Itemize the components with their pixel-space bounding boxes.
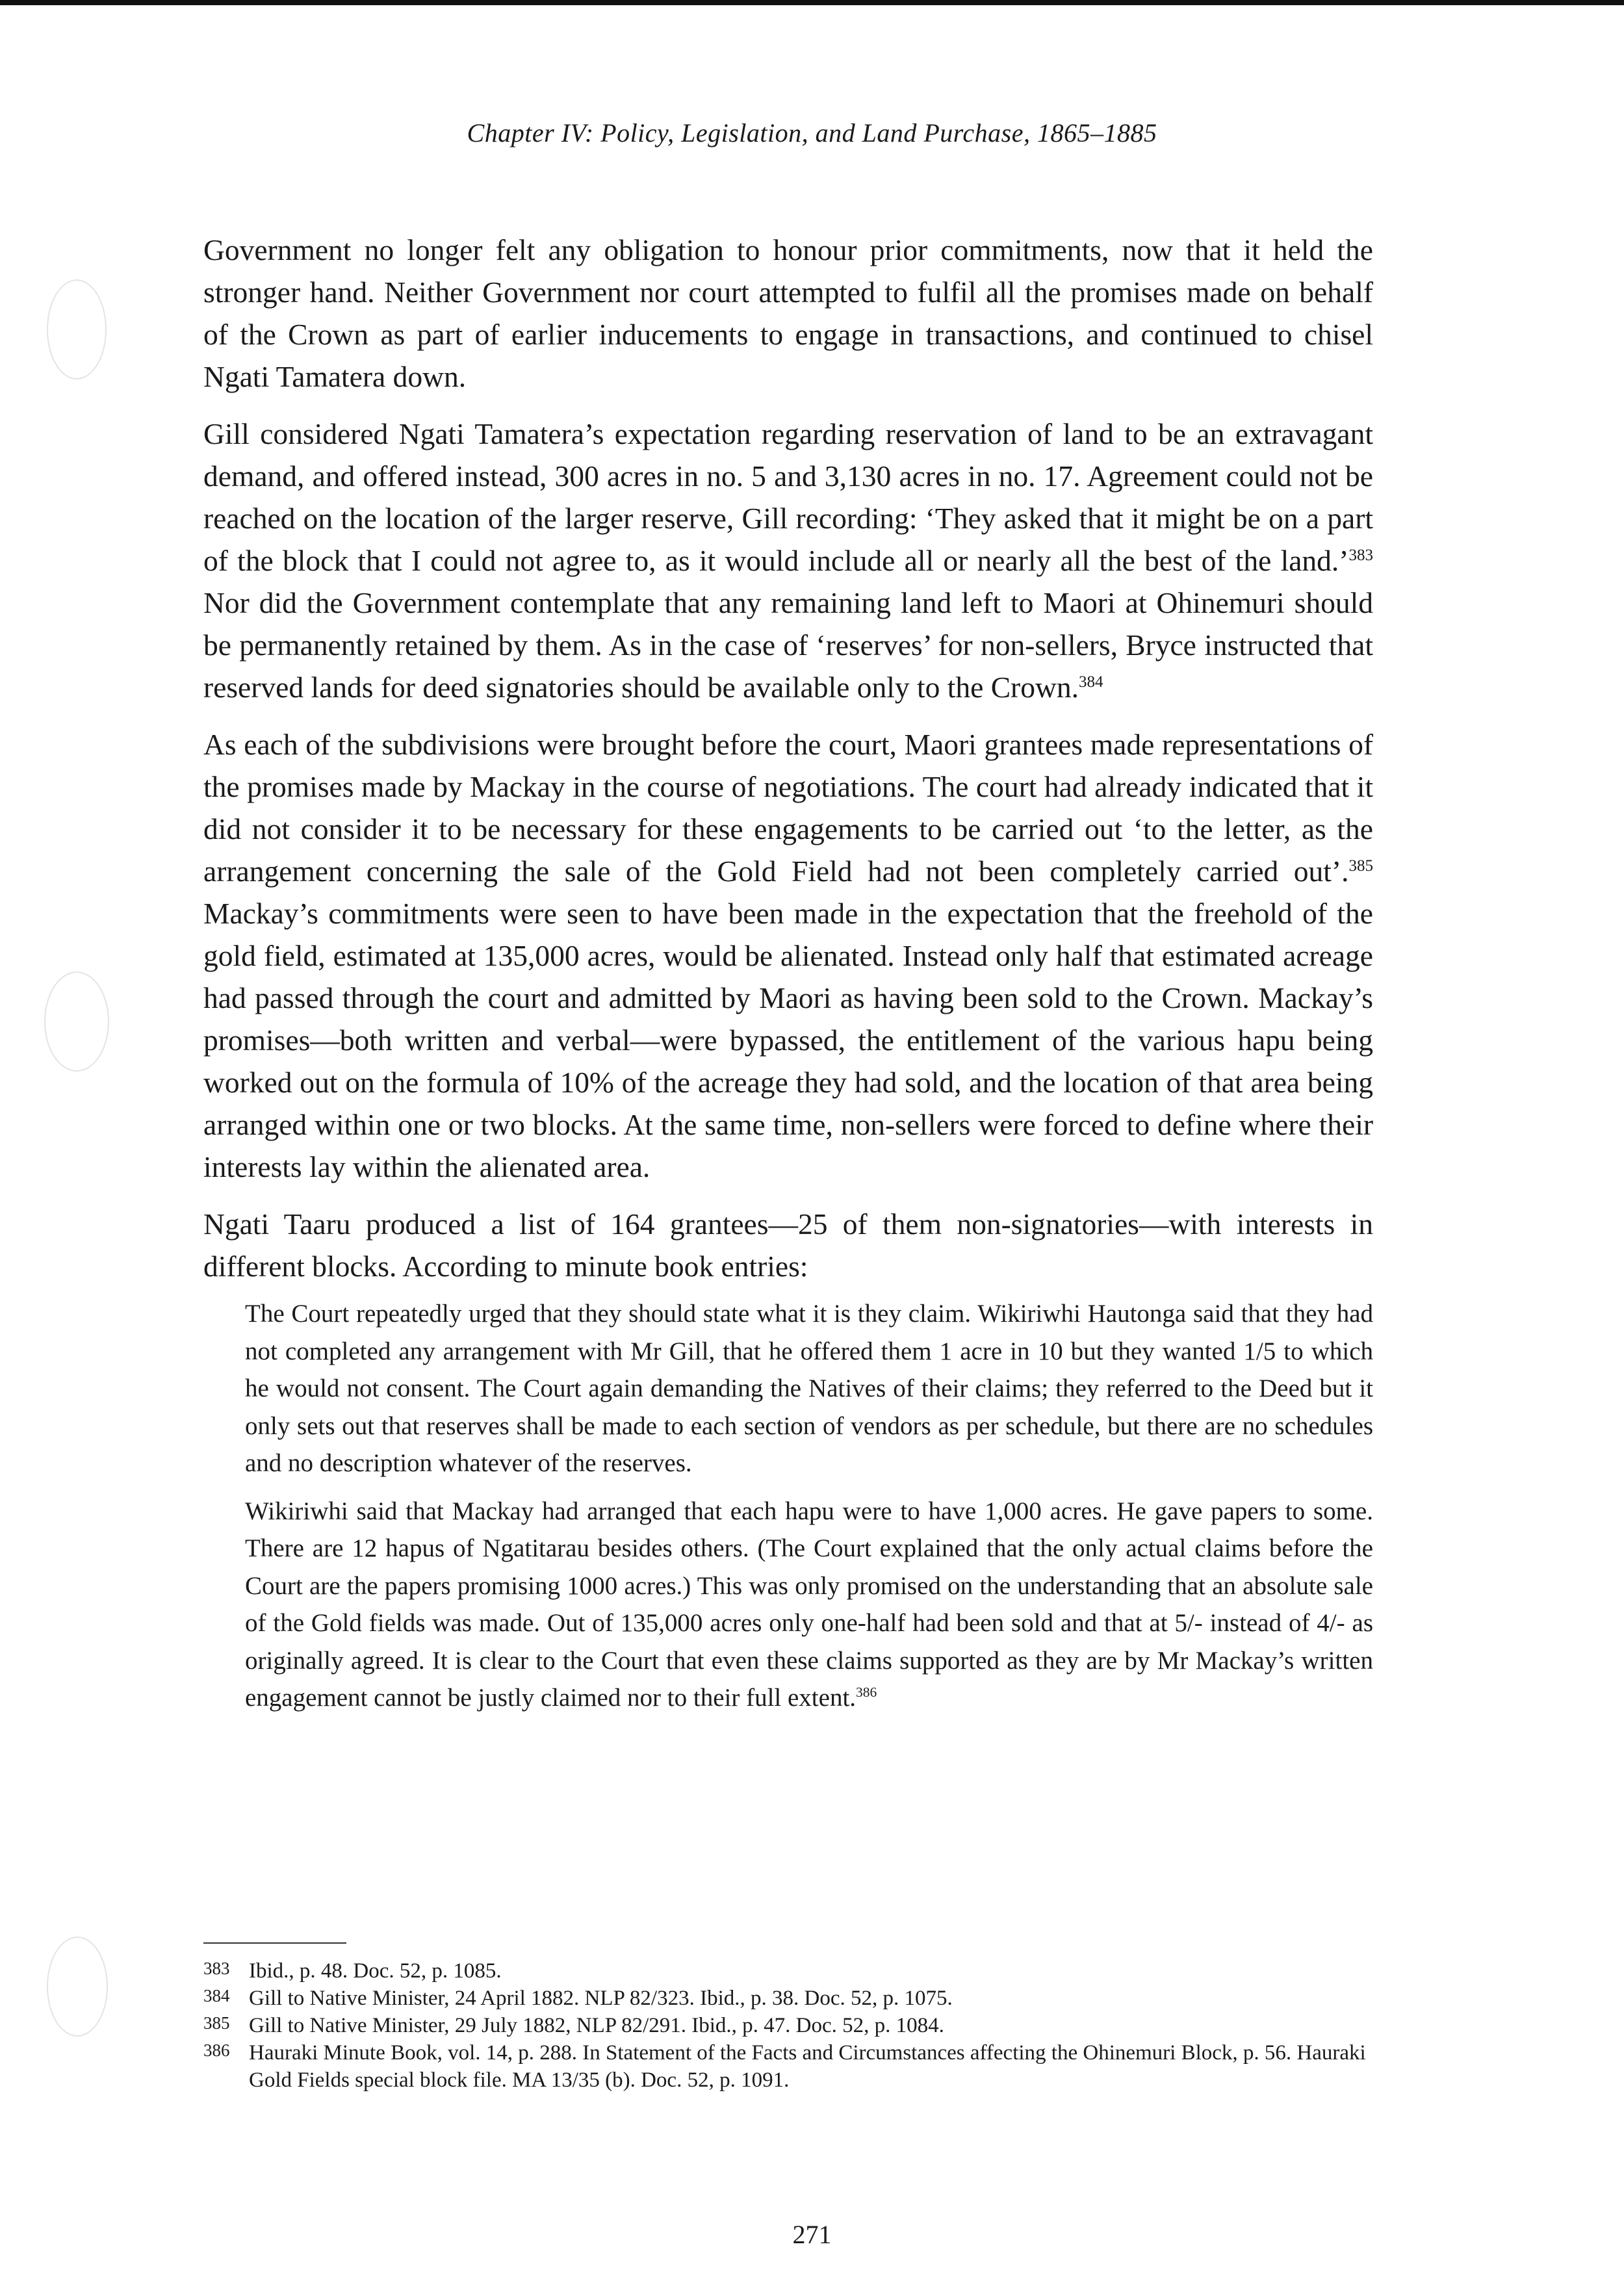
block-quote bbox=[245, 1295, 1373, 1717]
quote-paragraph: The Court repeatedly urged that they should state what it is they claim. Wikiriwhi Hautonga said that they had not completed any arrangement with Mr Gill, that he offered them 1 acre in 10 but they wanted 1/5 to which he would not consent. The Court again demanding the Natives of their claims; they referred to the Deed but it only sets out that reserves shall be made to each section of vendors as per schedule, but there are no schedules and no description whatever of the reserves. bbox=[245, 1300, 1373, 1477]
footnote-ref[interactable]: 384 bbox=[1078, 673, 1103, 691]
quote-paragraph: Wikiriwhi said that Mackay had arranged that each hapu were to have 1,000 acres. He gave papers to some. There are 12 hapus of Ngatitarau besides others. (The Court explained that the only actual claims before the Court are the papers promising 1000 acres.) This was only promised on the understanding that an absolute sale of the Gold fields was made. Out of 135,000 acres only one-half had been sold and that at 5/- instead of 4/- as originally agreed. It is clear to the Court that even these claims supported as they are by Mr Mackay’s written engagement cannot be justly claimed nor to their full extent.$^{386}$ bbox=[245, 1497, 1373, 1712]
footnote-number: 386 bbox=[203, 2041, 230, 2060]
paragraph: As each of the subdivisions were brought before the court, Maori grantees made representations of the promises made by Mackay in the course of negotiations. The court had already indicated that it did not consider it to be necessary for these engagements to be carried out ‘to the letter, as the arrangement concerning the sale of the Gold Field had not been completely carried out’.$^{385}$ Mackay’s commitments were seen to have been made in the expectation that the freehold of the gold field, estimated at 135,000 acres, would be alienated. Instead only half that estimated acreage had passed through the court and admitted by Maori as having been sold to the Crown. Mackay’s promises—both written and verbal—were bypassed, the entitlement of the various hapu being worked out on the formula of 10% of the acreage they had sold, and the location of that area being arranged within one or two blocks. At the same time, non-sellers were forced to define where their interests lay within the alienated area. bbox=[203, 728, 1373, 1183]
footnote-text: Gill to Native Minister, 24 April 1882. NLP 82/323. Ibid., p. 38. Doc. 52, p. 1075. bbox=[249, 1987, 953, 2010]
footnote-ref[interactable]: 383 bbox=[1348, 546, 1373, 564]
footnote-number: 384 bbox=[203, 1986, 230, 2005]
running-head: Chapter IV: Policy, Legislation, and Land Purchase, 1865–1885 bbox=[467, 118, 1157, 148]
footnote bbox=[203, 2012, 1373, 2039]
footnote-text: Gill to Native Minister, 29 July 1882, NLP 82/291. Ibid., p. 47. Doc. 52, p. 1084. bbox=[249, 2014, 944, 2037]
footnote bbox=[203, 2039, 1373, 2094]
paragraph: Ngati Taaru produced a list of 164 grantees—25 of them non-signatories—with interests in different blocks. According to minute book entries: bbox=[203, 1207, 1373, 1283]
footnote bbox=[203, 1957, 1373, 1985]
page-number: 271 bbox=[792, 2220, 832, 2249]
footnotes bbox=[203, 1957, 1373, 2094]
footnote-ref[interactable]: 385 bbox=[1348, 856, 1373, 875]
binding-hole-mark bbox=[47, 1937, 108, 2037]
footnote-number: 385 bbox=[203, 2013, 230, 2033]
binding-hole-mark bbox=[47, 279, 107, 380]
top-border-rule bbox=[0, 0, 1624, 5]
footnote-ref[interactable]: 386 bbox=[856, 1684, 877, 1700]
binding-hole-mark bbox=[44, 972, 109, 1072]
footnote-text: Ibid., p. 48. Doc. 52, p. 1085. bbox=[249, 1959, 502, 1983]
paragraph: Gill considered Ngati Tamatera’s expectation regarding reservation of land to be an extravagant demand, and offered instead, 300 acres in no. 5 and 3,130 acres in no. 17. Agreement could not be reached on the location of the larger reserve, Gill recording: ‘They asked that it might be on a part of the block that I could not agree to, as it would include all or nearly all the best of the land.’$^{383}$ Nor did the Government contemplate that any remaining land left to Maori at Ohinemuri should be permanently retained by them. As in the case of ‘reserves’ for non-sellers, Bryce instructed that reserved lands for deed signatories should be available only to the Crown.$^{384}$ bbox=[203, 417, 1373, 704]
main-text bbox=[203, 229, 1373, 1727]
footnote bbox=[203, 1985, 1373, 2012]
footnote-rule bbox=[203, 1942, 346, 1944]
footnote-number: 383 bbox=[203, 1959, 230, 1978]
footnote-text: Hauraki Minute Book, vol. 14, p. 288. In Statement of the Facts and Circumstances affecting the Ohinemuri Block, p. 56. Hauraki Gold Fields special block file. MA 13/35 (b). Doc. 52, p. 1091. bbox=[249, 2041, 1366, 2092]
paragraph: Government no longer felt any obligation to honour prior commitments, now that it held the stronger hand. Neither Government nor court attempted to fulfil all the promises made on behalf of the Crown as part of earlier inducements to engage in transactions, and continued to chisel Ngati Tamatera down. bbox=[203, 233, 1373, 393]
